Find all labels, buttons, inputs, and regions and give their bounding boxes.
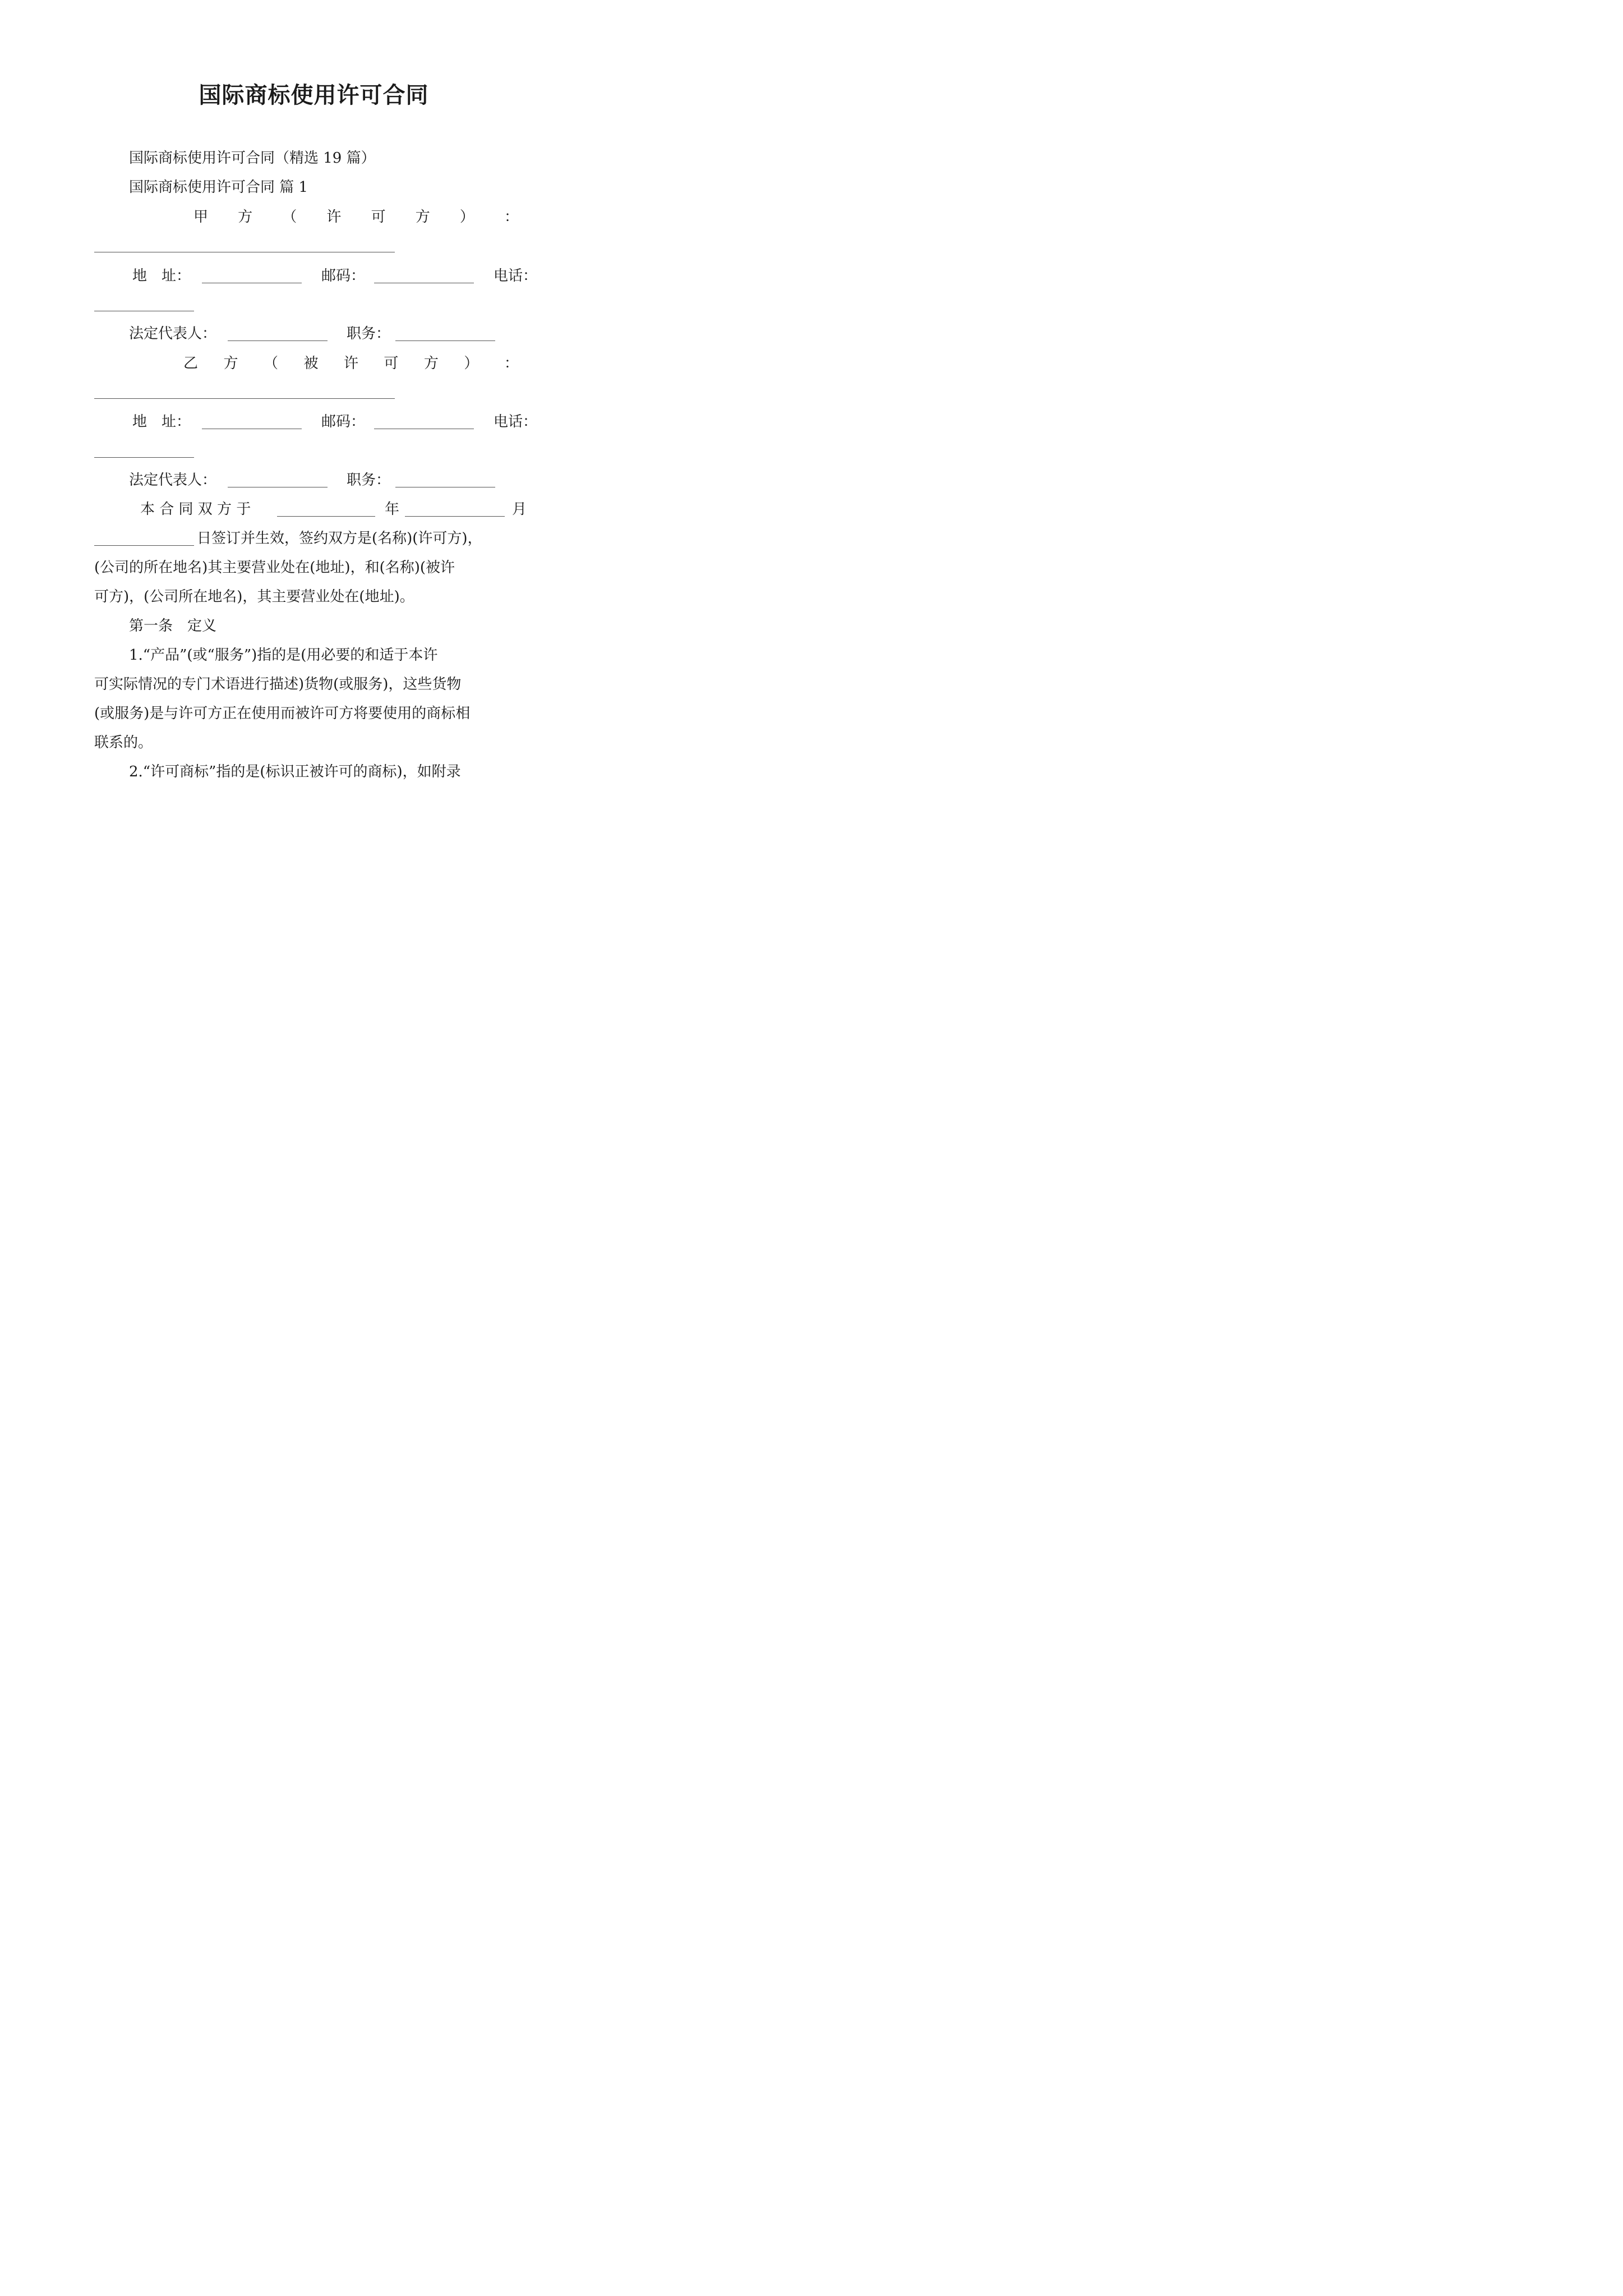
paragraph-line: 1.“产品”(或“服务”)指的是(用必要的和适于本许	[129, 647, 438, 664]
month-label: 月	[512, 501, 527, 518]
party-b-name-blank[interactable]	[94, 398, 395, 399]
month-blank[interactable]	[405, 516, 505, 517]
phone-label: 电话：	[494, 413, 538, 430]
day-blank[interactable]	[94, 545, 194, 546]
address-label: 地 址：	[132, 268, 191, 284]
paragraph-line: (或服务)是与许可方正在使用而被许可方将要使用的商标相	[94, 705, 471, 722]
year-label: 年	[385, 501, 400, 518]
address-label: 地 址：	[132, 413, 191, 430]
paragraph-line: 可实际情况的专门术语进行描述)货物(或服务)，这些货物	[94, 676, 462, 693]
postcode-label: 邮码：	[321, 268, 366, 284]
document-title: 国际商标使用许可合同	[199, 82, 429, 108]
position-label: 职务：	[347, 325, 391, 342]
phone-label: 电话：	[494, 268, 538, 284]
section-heading: 国际商标使用许可合同 篇 1	[129, 179, 308, 196]
legal-rep-label: 法定代表人：	[129, 325, 217, 342]
postcode-label: 邮码：	[321, 413, 366, 430]
paragraph-line: (公司的所在地名)其主要营业处在(地址)，和(名称)(被许	[94, 559, 455, 576]
paragraph-line: 日签订并生效，签约双方是(名称)(许可方)，	[197, 530, 482, 547]
phone-blank[interactable]	[94, 457, 194, 458]
sign-prefix: 本 合 同 双 方 于	[140, 501, 251, 518]
paragraph-line: 联系的。	[94, 734, 153, 751]
position-label: 职务：	[347, 472, 391, 489]
legal-rep-label: 法定代表人：	[129, 472, 217, 489]
paragraph-line: 2.“许可商标”指的是(标识正被许可的商标)，如附录	[129, 763, 461, 780]
paragraph-line: 可方)，(公司所在地名)，其主要营业处在(地址)。	[94, 588, 414, 605]
party-b-label: 乙 方 （ 被 许 可 方 ） ：	[183, 355, 519, 372]
article-heading: 第一条 定义	[129, 618, 217, 634]
year-blank[interactable]	[277, 516, 375, 517]
document-subtitle: 国际商标使用许可合同（精选 19 篇）	[129, 150, 376, 167]
party-a-label: 甲 方 （ 许 可 方 ） ：	[193, 209, 519, 226]
